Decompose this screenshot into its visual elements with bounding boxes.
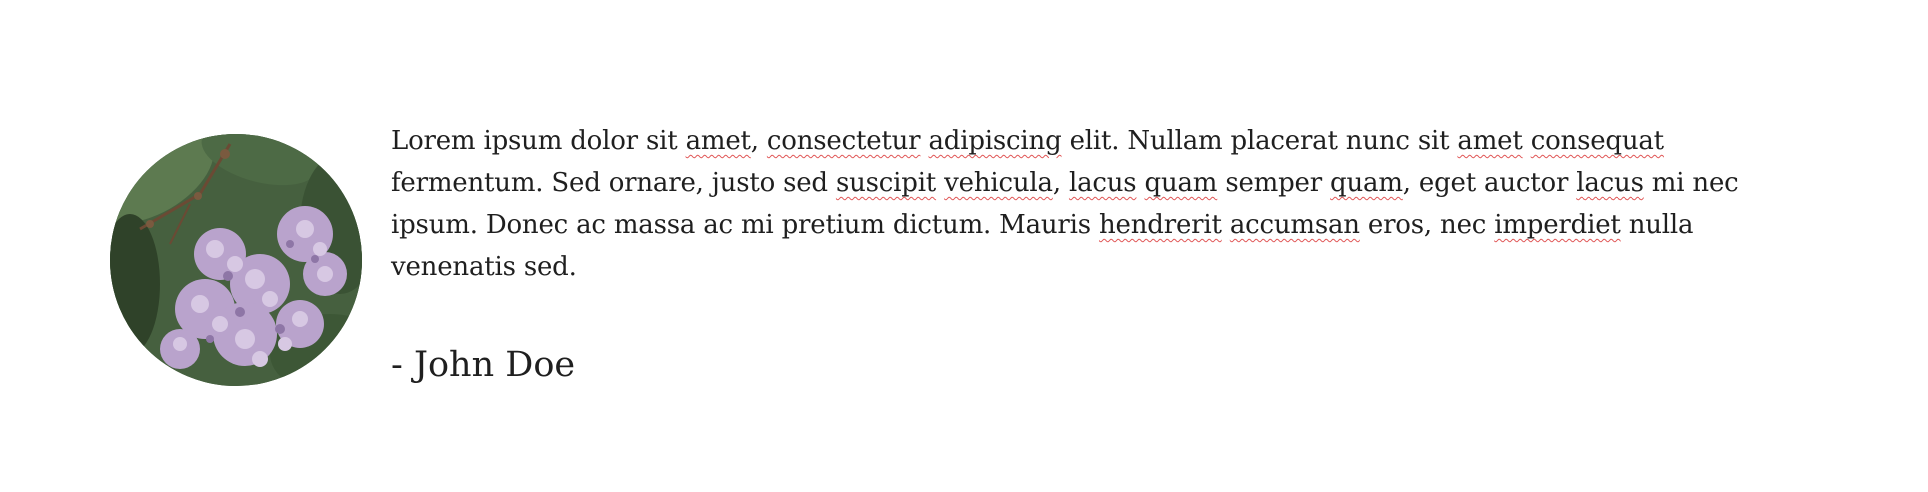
quote-block — [391, 120, 1771, 288]
quote-segment — [936, 168, 944, 198]
quote-segment: eros, nec — [1359, 210, 1495, 240]
misspelled-word: quam — [1330, 168, 1403, 198]
misspelled-word: consequat — [1530, 126, 1664, 156]
quote-text — [391, 120, 1771, 288]
quote-segment — [1136, 168, 1144, 198]
quote-segment: , eget auctor — [1402, 168, 1577, 198]
quote-segment: fermentum. Sed ornare, justo sed — [391, 168, 836, 198]
misspelled-word: lacus — [1576, 168, 1644, 198]
author-name: - John Doe — [391, 345, 576, 385]
misspelled-word: amet — [685, 126, 751, 156]
misspelled-word: hendrerit — [1099, 210, 1222, 240]
quote-segment: Lorem ipsum dolor sit — [391, 126, 686, 156]
avatar — [110, 134, 362, 386]
misspelled-word: consectetur — [766, 126, 921, 156]
misspelled-word: adipiscing — [928, 126, 1062, 156]
misspelled-word: quam — [1144, 168, 1218, 198]
quote-segment — [1222, 210, 1230, 240]
misspelled-word: accumsan — [1229, 210, 1360, 240]
misspelled-word: amet — [1457, 126, 1523, 156]
quote-segment: , — [1052, 168, 1069, 198]
misspelled-word: vehicula — [944, 168, 1053, 198]
quote-segment: semper — [1217, 168, 1331, 198]
misspelled-word: suscipit — [835, 168, 937, 198]
quote-segment: nulla venenatis sed. — [391, 210, 1694, 282]
quote-segment — [1523, 126, 1531, 156]
misspelled-word: imperdiet — [1494, 210, 1621, 240]
quote-segment: , — [750, 126, 767, 156]
misspelled-word: lacus — [1068, 168, 1137, 198]
quote-segment: elit. Nullam placerat nunc sit — [1061, 126, 1458, 156]
quote-segment — [920, 126, 928, 156]
quote-segment: mi nec ipsum. Donec ac massa ac mi pretium dictum. Mauris — [391, 168, 1739, 240]
lilac-flower-photo-icon — [110, 134, 362, 386]
